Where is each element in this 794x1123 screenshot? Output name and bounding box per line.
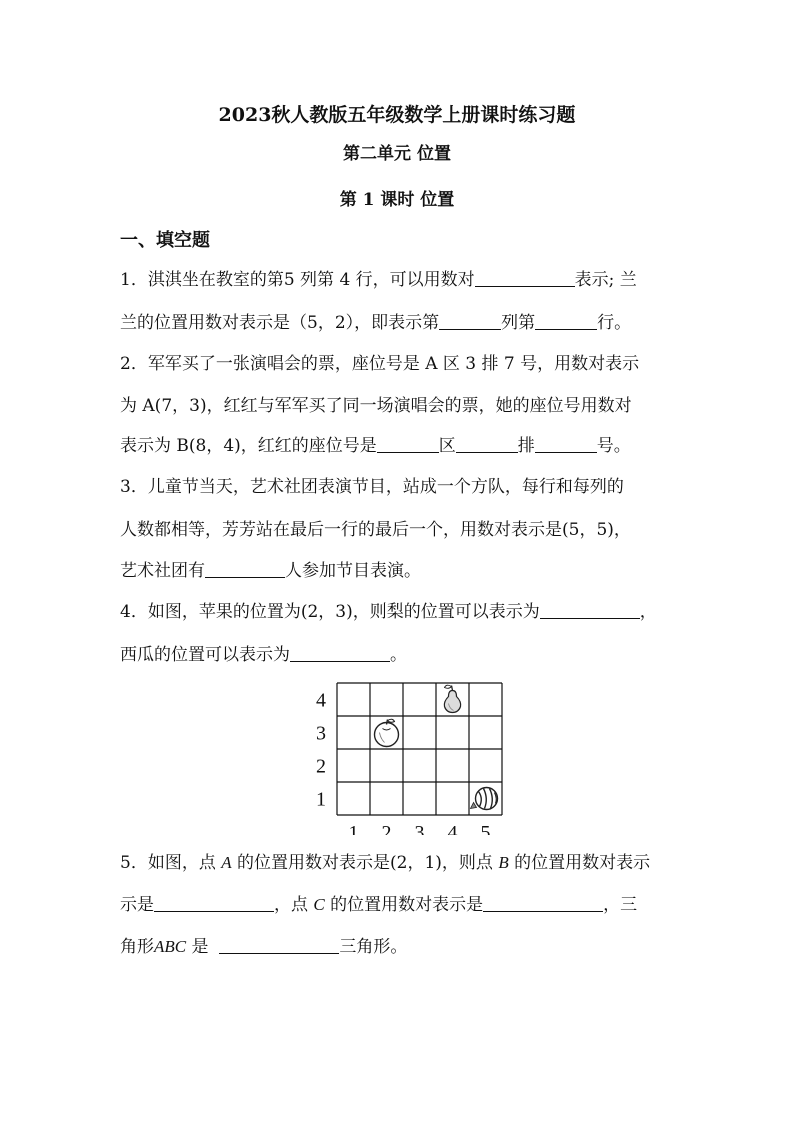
page-title: 2023秋人教版五年级数学上册课时练习题 <box>218 104 576 126</box>
q3-text-a: 艺术社团有 <box>120 561 205 581</box>
q2-text-a: 表示为 B(8，4)，红红的座位号是 <box>120 436 377 456</box>
column-label: 5 <box>480 822 491 835</box>
column-label: 3 <box>414 822 425 835</box>
position-grid-figure <box>310 680 510 835</box>
column-labels <box>349 822 491 835</box>
q2-blank-1[interactable] <box>377 434 439 453</box>
q4-line-1 <box>120 600 657 624</box>
q1-blank-3[interactable] <box>535 311 597 330</box>
q5-blank-2[interactable] <box>483 893 603 912</box>
q1-text-c: 兰的位置用数对表示是（5，2），即表示第 <box>120 313 440 333</box>
column-label: 4 <box>447 822 458 835</box>
q4-text-b: ， <box>639 602 657 622</box>
q4-blank-2[interactable] <box>290 643 390 662</box>
triangle-abc-label: ABC <box>154 937 187 956</box>
point-c-label: C <box>313 895 325 914</box>
q3-line-1: 3．儿童节当天，艺术社团表演节目，站成一个方队，每行和每列的 <box>120 477 624 497</box>
q5-text-f: 的位置用数对表示是 <box>330 895 484 915</box>
lesson-title: 第 1 课时 位置 <box>339 190 455 210</box>
q2-blank-3[interactable] <box>535 434 597 453</box>
section-heading: 一、填空题 <box>120 230 210 251</box>
q2-line-2: 为 A(7，3)，红红与军军买了同一场演唱会的票，她的座位号用数对 <box>120 396 632 416</box>
unit-title: 第二单元 位置 <box>343 144 451 164</box>
q5-line-2 <box>120 893 637 917</box>
q4-text-a: 4．如图，苹果的位置为(2，3)，则梨的位置可以表示为 <box>120 602 540 622</box>
q5-text-a: 5．如图，点 <box>120 853 216 873</box>
position-grid-svg <box>310 680 510 835</box>
q3-text-b: 人参加节目表演。 <box>285 561 421 581</box>
q1-text-a: 1．淇淇坐在教室的第5 列第 4 行，可以用数对 <box>120 270 475 290</box>
point-a-label: A <box>221 853 232 872</box>
q1-blank-1[interactable] <box>475 268 575 287</box>
q5-blank-3[interactable] <box>219 935 339 954</box>
q1-line-1 <box>120 268 637 292</box>
q5-text-c: 的位置用数对表示 <box>514 853 651 873</box>
q5-line-1 <box>120 851 650 875</box>
q2-blank-2[interactable] <box>456 434 518 453</box>
column-label: 2 <box>381 822 392 835</box>
q3-line-2: 人数都相等，芳芳站在最后一行的最后一个，用数对表示是(5，5)， <box>120 520 631 540</box>
q3-blank-1[interactable] <box>205 559 285 578</box>
q4-text-d: 。 <box>390 645 407 665</box>
column-label: 1 <box>348 822 359 835</box>
row-label: 4 <box>316 689 326 712</box>
watermelon-icon <box>471 788 498 810</box>
q5-text-b: 的位置用数对表示是(2，1)，则点 <box>237 853 493 873</box>
q1-text-d: 列第 <box>501 313 536 333</box>
q5-text-d: 示是 <box>120 895 154 915</box>
row-label: 3 <box>316 722 326 745</box>
q2-line-1: 2．军军买了一张演唱会的票，座位号是 A 区 3 排 7 号，用数对表示 <box>120 354 640 374</box>
q2-text-c: 排 <box>517 436 535 456</box>
q2-text-b: 区 <box>438 436 456 456</box>
q1-blank-2[interactable] <box>439 311 501 330</box>
q3-line-3 <box>120 559 421 583</box>
row-labels <box>316 690 326 811</box>
q4-blank-1[interactable] <box>540 600 640 619</box>
q5-line-3 <box>120 935 407 959</box>
q4-text-c: 西瓜的位置可以表示为 <box>120 645 290 665</box>
q1-line-2 <box>120 311 631 335</box>
q5-text-j: 三角形。 <box>339 937 408 957</box>
q4-line-2 <box>120 643 407 667</box>
q2-text-d: 号。 <box>596 436 631 456</box>
q2-line-3 <box>120 434 631 458</box>
row-label: 1 <box>316 788 326 811</box>
q5-text-i: 是 <box>191 937 209 957</box>
apple-icon <box>375 719 399 746</box>
q5-text-g: ，三 <box>603 895 638 915</box>
q1-text-b: 表示; 兰 <box>574 270 637 290</box>
q1-text-e: 行。 <box>597 313 632 333</box>
pear-icon <box>444 685 460 712</box>
q5-text-h: 角形 <box>120 937 154 957</box>
row-label: 2 <box>316 755 326 778</box>
point-b-label: B <box>498 853 509 872</box>
q5-text-e: ，点 <box>274 895 308 915</box>
q5-blank-1[interactable] <box>154 893 274 912</box>
